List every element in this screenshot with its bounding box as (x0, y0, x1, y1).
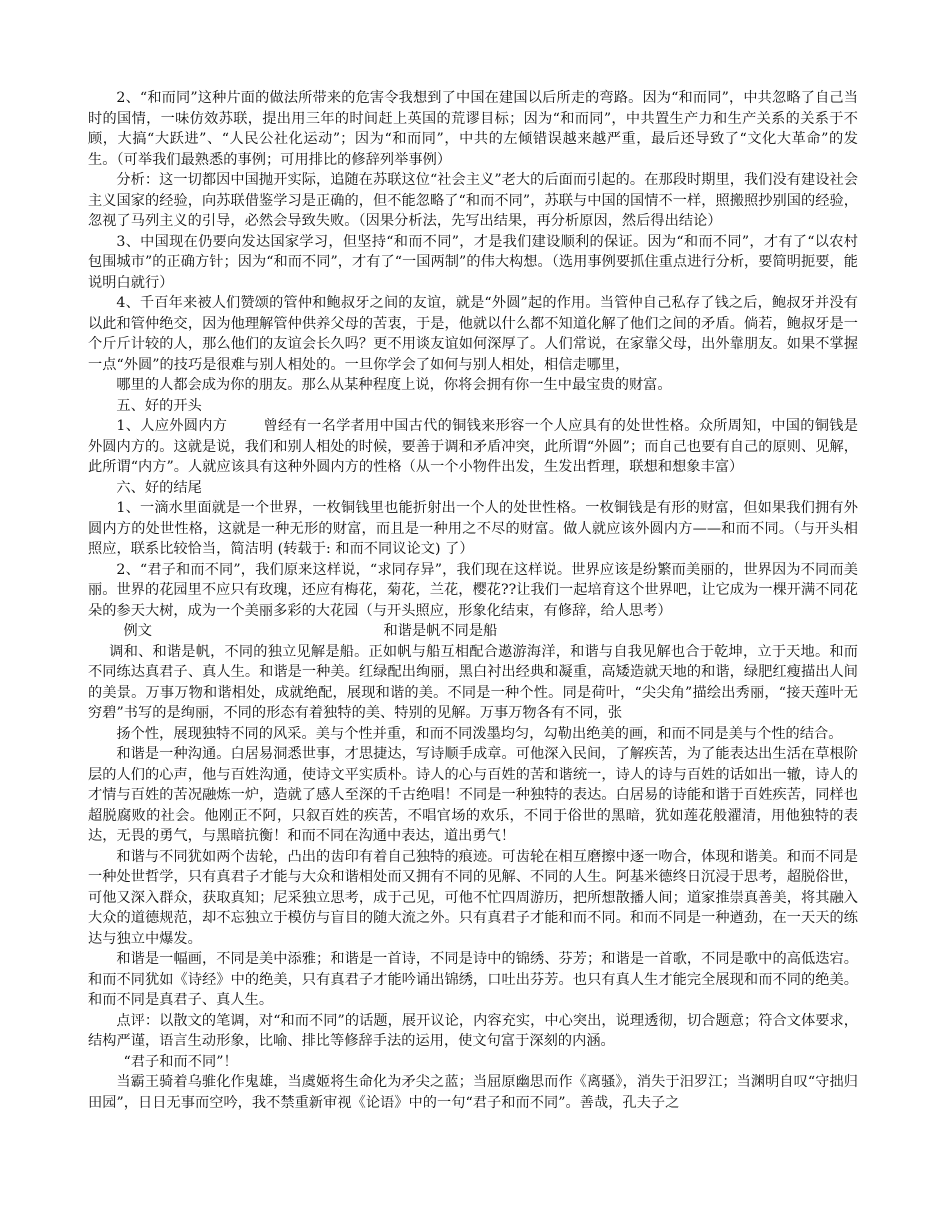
paragraph-4-continued: 哪里的人都会成为你的朋友。那么从某种程度上说，你将会拥有你一生中最宝贵的财富。 (116, 377, 672, 393)
essay-paragraph-4: 和谐是一幅画，不同是美中添雅；和谐是一首诗，不同是诗中的锦绣、芬芳；和谐是一首歌，不同是歌中的高低迭宕。和而不同犹如《诗经》中的绝美，只有真君子才能吟诵出锦绣，口吐出芬芳。也只有真人生才能完全展现和而不同的绝美。和而不同是真君子、真人生。 (88, 951, 858, 1008)
essay-paragraph-1: 调和、和谐是帆，不同的独立见解是船。正如帆与船互相配合遨游海洋，和谐与自我见解也合于乾坤，立于天地。和而不同练达真君子、真人生。和谐是一种美。红绿配出绚丽，黑白衬出经典和凝重，高矮造就天地的和谐，绿肥红瘦描出人间的美景。万事万物和谐相处，成就绝配，展现和谐的美。不同是一种个性。同是荷叶，“尖尖角”描绘出秀丽，“接天莲叶无穷碧”书写的是绚丽，不同的形态有着独特的美、特别的见解。万事万物各有不同，张 (88, 643, 858, 721)
ending-paragraph-1: 1、一滴水里面就是一个世界，一枚铜钱里也能折射出一个人的处世性格。一枚铜钱是有形的财富，但如果我们拥有外圆内方的处世性格，这就是一种无形的财富，而且是一种用之不尽的财富。做人就应该外圆内方——和而不同。（与开头相照应，联系比较恰当，简洁明 (转载于: 和而不同议论文) 了） (88, 500, 858, 557)
ending-paragraph-2: 2、“君子和而不同”，我们原来这样说，“求同存异”，我们现在这样说。世界应该是纷繁而美丽的，世界因为不同而美丽。世界的花园里不应只有玫瑰，还应有梅花，菊花，兰花，樱花??让我们一起培育这个世界吧，让它成为一棵开满不同花朵的参天大树，成为一个美丽多彩的大花园（与开头照应，形象化结束，有修辞，给人思考） (88, 561, 858, 619)
commentary-paragraph: 点评：以散文的笔调，对“和而不同”的话题，展开议论，内容充实，中心突出，说理透彻，切合题意；符合文体要求，结构严谨，语言生动形象，比喻、排比等修辞手法的运用，使文句富于深刻的内涵。 (88, 1012, 858, 1049)
example-label: 例文 (123, 623, 152, 639)
section-heading-ending: 六、好的结尾 (116, 479, 202, 496)
section-heading-opening: 五、好的开头 (116, 397, 202, 414)
essay-paragraph-1-continued: 扬个性，展现独特不同的风采。美与个性并重，和而不同泼墨均匀，勾勒出绝美的画，和而不同是美与个性的结合。 (116, 725, 843, 742)
opening-text: 曾经有一名学者用中国古代的铜钱来形容一个人应具有的处世性格。众所周知，中国的铜钱是外圆内方的。这就是说，我们和别人相处的时候，要善于调和矛盾冲突，此所谓“外圆”；而自己也要有自己的原则、见解，此所谓“内方”。人就应该具有这种外圆内方的性格（从一个小物件出发，生发出哲理，联想和想象丰富） (88, 418, 858, 475)
analysis-paragraph: 分析：这一切都因中国抛开实际，追随在苏联这位“社会主义”老大的后面而引起的。在那段时期里，我们没有建设社会主义国家的经验，向苏联借鉴学习是正确的，但不能忽略了“和而不同”，苏联与中国的国情不一样，照搬照抄别国的经验，忽视了马列主义的引导，必然会导致失败。（因果分析法，先写出结果，再分析原因，然后得出结论） (88, 172, 858, 229)
paragraph-4: 4、千百年来被人们赞颂的管仲和鲍叔牙之间的友谊，就是“外圆”起的作用。当管仲自己私存了钱之后，鲍叔牙并没有以此和管仲绝交，因为他理解管仲供养父母的苦衷，于是，他就以什么都不知道化解了他们之间的矛盾。倘若，鲍叔牙是一个斤斤计较的人，那么他们的友谊会长久吗？更不用谈友谊如何深厚了。人们常说，在家靠父母，出外靠朋友。如果不掌握一点“外圆”的技巧是很难与别人相处的。一旦你学会了如何与别人相处，相信走哪里， (88, 295, 858, 373)
quote-heading: “君子和而不同”！ (123, 1053, 238, 1070)
opening-label: 1、人应外圆内方 (116, 418, 228, 434)
example-title: 和谐是帆不同是船 (383, 623, 498, 639)
paragraph-3: 3、中国现在仍要向发达国家学习，但坚持“和而不同”，才是我们建设顺利的保证。因为“和而不同”，才有了“以农村包围城市”的正确方针；因为“和而不同”，才有了“一国两制”的伟大构想。（选用事例要抓住重点进行分析，要简明扼要，能说明白就行） (88, 233, 858, 291)
opening-paragraph (88, 416, 858, 478)
essay-paragraph-2: 和谐是一种沟通。白居易洞悉世事，才思捷达，写诗顺手成章。可他深入民间，了解疾苦，为了能表达出生活在草根阶层的人们的心声，他与百姓沟通，使诗文平实质朴。诗人的心与百姓的苦和谐统一，诗人的诗与百姓的话如出一辙，诗人的才情与百姓的苦况融炼一炉，造就了感人至深的千古绝唱！不同是一种独特的表达。白居易的诗能和谐于百姓疾苦，同样也超脱腐败的社会。他刚正不阿，只叙百姓的疾苦，不唱官场的欢乐，不同于俗世的黑暗，犹如莲花般濯清，用他独特的表达，无畏的勇气，与黑暗抗衡！和而不同在沟通中表达，道出勇气！ (88, 746, 858, 844)
document-page (88, 88, 858, 1113)
example-heading (88, 621, 858, 642)
paragraph-2: 2、“和而同”这种片面的做法所带来的危害令我想到了中国在建国以后所走的弯路。因为“和而同”，中共忽略了自己当时的国情，一味仿效苏联，提出用三年的时间赶上英国的荒谬目标；因为“和而同”，中共置生产力和生产关系的关系于不顾，大搞“大跃进”、“人民公社化运动”；因为“和而同”，中共的左倾错误越来越严重，最后还导致了“文化大革命”的发生。（可举我们最熟悉的事例；可用排比的修辞列举事例） (88, 90, 858, 168)
final-paragraph: 当霸王骑着乌骓化作鬼雄，当虞姬将生命化为矛尖之蓝；当屈原幽思而作《离骚》，消失于汨罗江；当渊明自叹“守拙归田园”，日日无事而空吟，我不禁重新审视《论语》中的一句“君子和而不同”。善哉，孔夫子之 (88, 1074, 858, 1111)
essay-paragraph-3: 和谐与不同犹如两个齿轮，凸出的齿印有着自己独特的痕迹。可齿轮在相互磨擦中逐一吻合，体现和谐美。和而不同是一种处世哲学，只有真君子才能与大众和谐相处而又拥有不同的见解、不同的人生。阿基米德终日沉浸于思考，超脱俗世，可他又深入群众，获取真知；尼采独立思考，成于己见，可他不忙四周游历，把所想散播人间；道家推崇真善美，将其融入大众的道德规范，却不忘独立于模仿与盲目的随大流之外。只有真君子才能和而不同。和而不同是一种遒劲，在一天天的练达与独立中爆发。 (88, 848, 858, 947)
